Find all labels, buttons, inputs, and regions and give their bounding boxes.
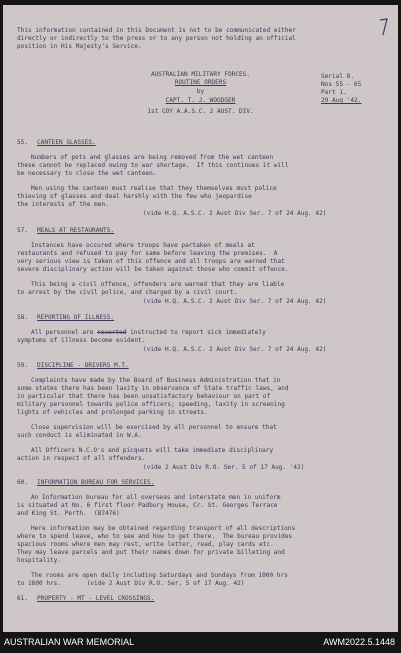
- document-page: [3, 5, 398, 632]
- header-by: by: [196, 88, 205, 95]
- notice-line: directly or indirectly to the press or to any person not holding an official: [17, 35, 296, 42]
- body-line: and King St. Perth. (B7476): [17, 510, 120, 517]
- body-line: spacious rooms where men may rest, write letter, read, play cards etc.: [17, 541, 274, 548]
- section-heading: INFORMATION BUREAU FOR SERVICES.: [37, 479, 155, 486]
- struck-word: reverted: [97, 329, 127, 336]
- body-line: Close supervision will be exercised by all personnel to ensure that: [31, 424, 277, 431]
- section-number: 59.: [17, 362, 29, 369]
- body-line: Men using the canteen must realise that they themselves must police: [31, 185, 277, 192]
- header-unit: 1st COY A.A.S.C. 2 AUST. DIV.: [147, 108, 254, 115]
- header-nos: Nos 55 - 65: [321, 81, 362, 88]
- body-line: severe disciplinary action will be taken against those who commit offence.: [17, 266, 289, 273]
- body-line: to 1800 hrs. (vide 2 Aust Div R.O. Ser. 5 of 17 Aug. 42): [17, 580, 245, 587]
- section-number: 60.: [17, 479, 29, 486]
- handwritten-number-mark: [379, 18, 389, 36]
- header-org: AUSTRALIAN MILITARY FORCES.: [150, 71, 251, 78]
- body-line: Instances have occured where troops have partaken of meals at: [31, 242, 255, 249]
- header-date: 29 Aug '42.: [321, 97, 362, 104]
- body-line: Here information may be obtained regarding transport of all descriptions: [31, 525, 296, 532]
- body-line: Numbers of pots and glasses are being removed from the wet canteen: [31, 154, 274, 161]
- section-number: 61.: [17, 595, 29, 602]
- body-line: They may leave parcels and put their names down for private billeting and: [17, 549, 285, 556]
- section-heading: CANTEEN GLASSES.: [37, 139, 96, 146]
- body-line: An Information bureau for all overseas and interstate men in uniform: [31, 494, 281, 501]
- body-line: some states there has been laxity in observance of State traffic laws, and: [17, 385, 289, 392]
- body-line: symptoms of illness become evident.: [17, 337, 146, 344]
- notice-line: position in His Majesty's Service.: [17, 43, 142, 50]
- body-line: thieving of glasses and deal harshly with the few who jeopardise: [17, 193, 252, 200]
- section-reference: (vide H.Q. A.S.C. 2 Aust Div Ser. 7 of 24 Aug. 42): [143, 298, 327, 305]
- body-line: the interests of the men.: [17, 201, 109, 208]
- body-line: to arrest by the civil police, and charged by a civil court.: [17, 289, 238, 296]
- header-officer: CAPT. T. J. WOODGER: [165, 97, 236, 104]
- footer-accession-number: AWM2022.5.1448: [323, 637, 395, 647]
- section-heading: PROPERTY - MT - LEVEL CROSSINGS.: [37, 595, 155, 602]
- body-line: very serious view is taken of this offence and all troops are warned that: [17, 258, 285, 265]
- section-reference: (vide H.Q. A.S.C. 2 Aust Div Ser. 7 of 24 Aug. 42): [143, 346, 327, 353]
- body-line: where to spend leave, who to see and how to get there. The bureau provides: [17, 533, 293, 540]
- body-line: such conduct is eliminated in W.A.: [17, 432, 142, 439]
- body-line: Complaints have made by the Board of Business Administration that in: [31, 377, 281, 384]
- section-reference: (vide 2 Aust Div R.O. Ser. 5 of 17 Aug. '42): [143, 464, 305, 471]
- body-line: The rooms are open daily including Saturdays and Sundays from 1000 hrs: [31, 572, 288, 579]
- body-line: All personnel are reverted instructed to report sick immediately: [31, 329, 266, 336]
- section-number: 55.: [17, 139, 29, 146]
- section-heading: DISCIPLINE - DRIVERS M.T.: [37, 362, 129, 369]
- body-line: action in respect of all offenders.: [17, 455, 146, 462]
- body-line: All Officers N.C.O's and picquets will take immediate disciplinary: [31, 447, 274, 454]
- body-line: This being a civil offence, offenders are warned that they are liable: [31, 281, 285, 288]
- body-line: these cannot be replaced owing to war shortage. If this continues it will: [17, 162, 289, 169]
- header-part: Part 1.: [321, 89, 347, 96]
- body-line: is situated at No. 6 first floor Padbury House, Cr. St. Georges Terrace: [17, 502, 278, 509]
- header-title: ROUTINE ORDERS: [174, 79, 227, 86]
- body-line: in particular that there has been unsatisfactory behaviour on part of: [17, 393, 271, 400]
- footer-source: AUSTRALIAN WAR MEMORIAL: [4, 637, 135, 647]
- body-line: restaurants and refused to pay for same before leaving the premises. A: [17, 250, 278, 257]
- section-reference: (vide H.Q. A.S.C. 2 Aust Div Ser. 7 of 24 Aug. 42): [143, 210, 327, 217]
- body-line: lights of vehicles and prolonged parking in streets.: [17, 409, 208, 416]
- notice-line: This information contained in this Document is not to be communicated either: [17, 27, 296, 34]
- section-number: 57.: [17, 227, 29, 234]
- body-line: hospitality.: [17, 557, 62, 564]
- body-line: be necessary to close the wet canteen.: [17, 170, 157, 177]
- header-serial: Serial 8.: [321, 73, 355, 80]
- body-line: military personnel towards police officers; speeding, laxity in screening: [17, 401, 285, 408]
- section-heading: MEALS AT RESTAURANTS.: [37, 227, 115, 234]
- section-heading: REPORTING OF ILLNESS.: [37, 314, 115, 321]
- section-number: 58.: [17, 314, 29, 321]
